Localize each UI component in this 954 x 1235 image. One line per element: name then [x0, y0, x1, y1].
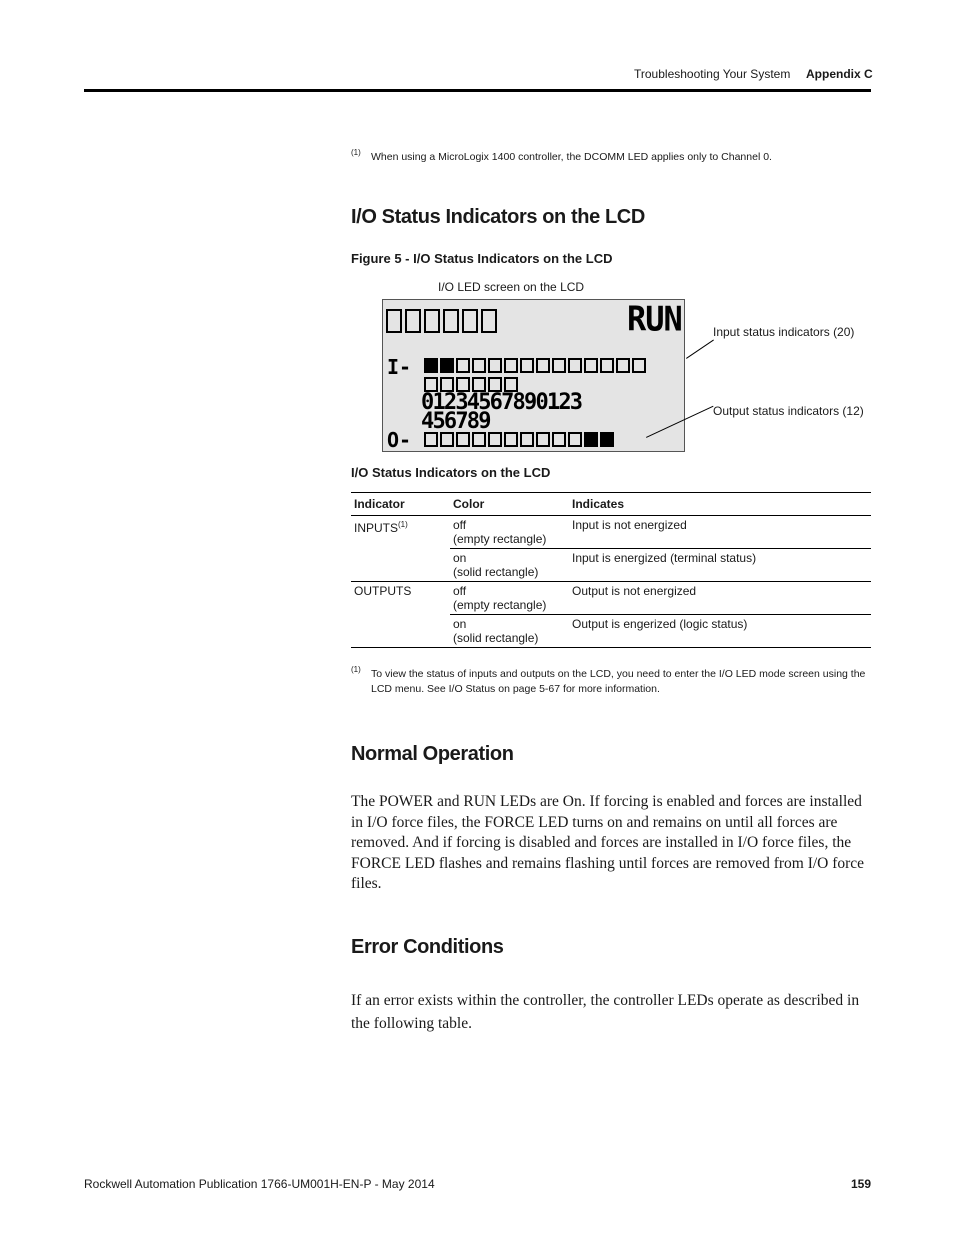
output-indicator-off	[536, 432, 550, 447]
top-footnote-marker: (1)	[351, 148, 361, 157]
input-indicator-off	[600, 358, 614, 373]
header-rule	[84, 89, 871, 92]
footer-publication: Rockwell Automation Publication 1766-UM001H-EN-P - May 2014	[84, 1177, 435, 1191]
input-indicator-off	[616, 358, 630, 373]
lcd-digits-row2: 456789	[421, 409, 490, 434]
output-indicator-off	[424, 432, 438, 447]
input-indicator-off	[488, 358, 502, 373]
output-indicator-on	[600, 432, 614, 447]
table-header-row	[351, 493, 871, 516]
table-title: I/O Status Indicators on the LCD	[351, 465, 551, 480]
input-indicator-off	[632, 358, 646, 373]
indicates-cell: Output is engerized (logic status)	[569, 615, 871, 648]
table-row	[351, 582, 871, 615]
input-indicator-off	[568, 358, 582, 373]
lcd-screen	[382, 299, 685, 452]
table-header-color: Color	[450, 493, 569, 516]
lcd-input-indicators	[424, 358, 646, 373]
color-cell: on (solid rectangle)	[450, 549, 569, 582]
table-footnote-marker: (1)	[351, 665, 361, 674]
indicates-cell: Input is energized (terminal status)	[569, 549, 871, 582]
lcd-mode-text: RUN	[627, 299, 682, 339]
lcd-output-indicators	[424, 432, 614, 447]
indicates-cell: Output is not energized	[569, 582, 871, 615]
lcd-digits-row1: 01234567890123	[421, 390, 582, 415]
input-indicator-on	[440, 358, 454, 373]
lcd-top-box-off	[481, 309, 497, 333]
output-indicator-off	[552, 432, 566, 447]
indicator-cell-outputs: OUTPUTS	[351, 582, 450, 648]
input-indicator-off	[552, 358, 566, 373]
lcd-top-box-off	[424, 309, 440, 333]
input-indicator-off	[504, 358, 518, 373]
lcd-output-prefix: O-	[387, 428, 412, 452]
lcd-input-prefix: I-	[387, 355, 412, 379]
output-indicator-off	[568, 432, 582, 447]
color-cell: off (empty rectangle)	[450, 516, 569, 549]
indicator-cell-inputs: INPUTS$^{(1)}$	[351, 516, 450, 582]
output-indicator-off	[472, 432, 486, 447]
lcd-top-boxes	[386, 309, 497, 333]
error-conditions-body: If an error exists within the controller, the controller LEDs operate as described in the following table.	[351, 992, 860, 1032]
indicates-cell: Input is not energized	[569, 516, 871, 549]
output-indicator-off	[488, 432, 502, 447]
lcd-top-box-off	[462, 309, 478, 333]
figure-caption: Figure 5 - I/O Status Indicators on the LCD	[351, 251, 613, 266]
input-indicator-off	[472, 358, 486, 373]
error-conditions-heading: Error Conditions	[351, 936, 504, 958]
table-header-indicator: Indicator	[351, 493, 450, 516]
input-callout-label: Input status indicators (20)	[713, 325, 855, 339]
top-footnote-text: When using a MicroLogix 1400 controller, the DCOMM LED applies only to Channel 0.	[371, 151, 772, 163]
input-indicator-on	[424, 358, 438, 373]
lcd-top-box-off	[443, 309, 459, 333]
input-indicator-off	[536, 358, 550, 373]
table-footnote-text: To view the status of inputs and outputs on the LCD, you need to enter the I/O LED mode screen using the LCD menu. See I/O Status on page 5-67 for more information.	[371, 668, 866, 695]
normal-operation-body: The POWER and RUN LEDs are On. If forcing is enabled and forces are installed in I/O force files, the FORCE LED turns on and remains on until all forces are removed. And if forcing is disabled and forces are installed in I/O force files, the FORCE LED flashes and remains flashing until forces are removed from I/O force files.	[351, 793, 865, 892]
output-indicator-off	[504, 432, 518, 447]
table-row	[351, 516, 871, 549]
io-status-heading: I/O Status Indicators on the LCD	[351, 206, 645, 228]
input-callout-line	[686, 340, 714, 359]
io-status-table	[351, 492, 871, 648]
color-cell: on (solid rectangle)	[450, 615, 569, 648]
input-indicator-off	[584, 358, 598, 373]
footer-page-number: 159	[851, 1177, 872, 1191]
output-indicator-off	[456, 432, 470, 447]
output-indicator-off	[520, 432, 534, 447]
inputs-footnote-ref: (1)	[398, 520, 408, 529]
input-indicator-off	[456, 358, 470, 373]
color-cell: off (empty rectangle)	[450, 582, 569, 615]
input-indicator-off	[520, 358, 534, 373]
table-header-indicates: Indicates	[569, 493, 871, 516]
output-indicator-on	[584, 432, 598, 447]
output-indicator-off	[440, 432, 454, 447]
running-header-section: Troubleshooting Your System	[634, 67, 791, 81]
running-header-chapter: Appendix C	[806, 67, 873, 81]
lcd-top-box-off	[405, 309, 421, 333]
lcd-screen-label: I/O LED screen on the LCD	[438, 280, 585, 294]
lcd-top-box-off	[386, 309, 402, 333]
output-callout-label: Output status indicators (12)	[713, 404, 864, 418]
normal-operation-heading: Normal Operation	[351, 743, 514, 765]
